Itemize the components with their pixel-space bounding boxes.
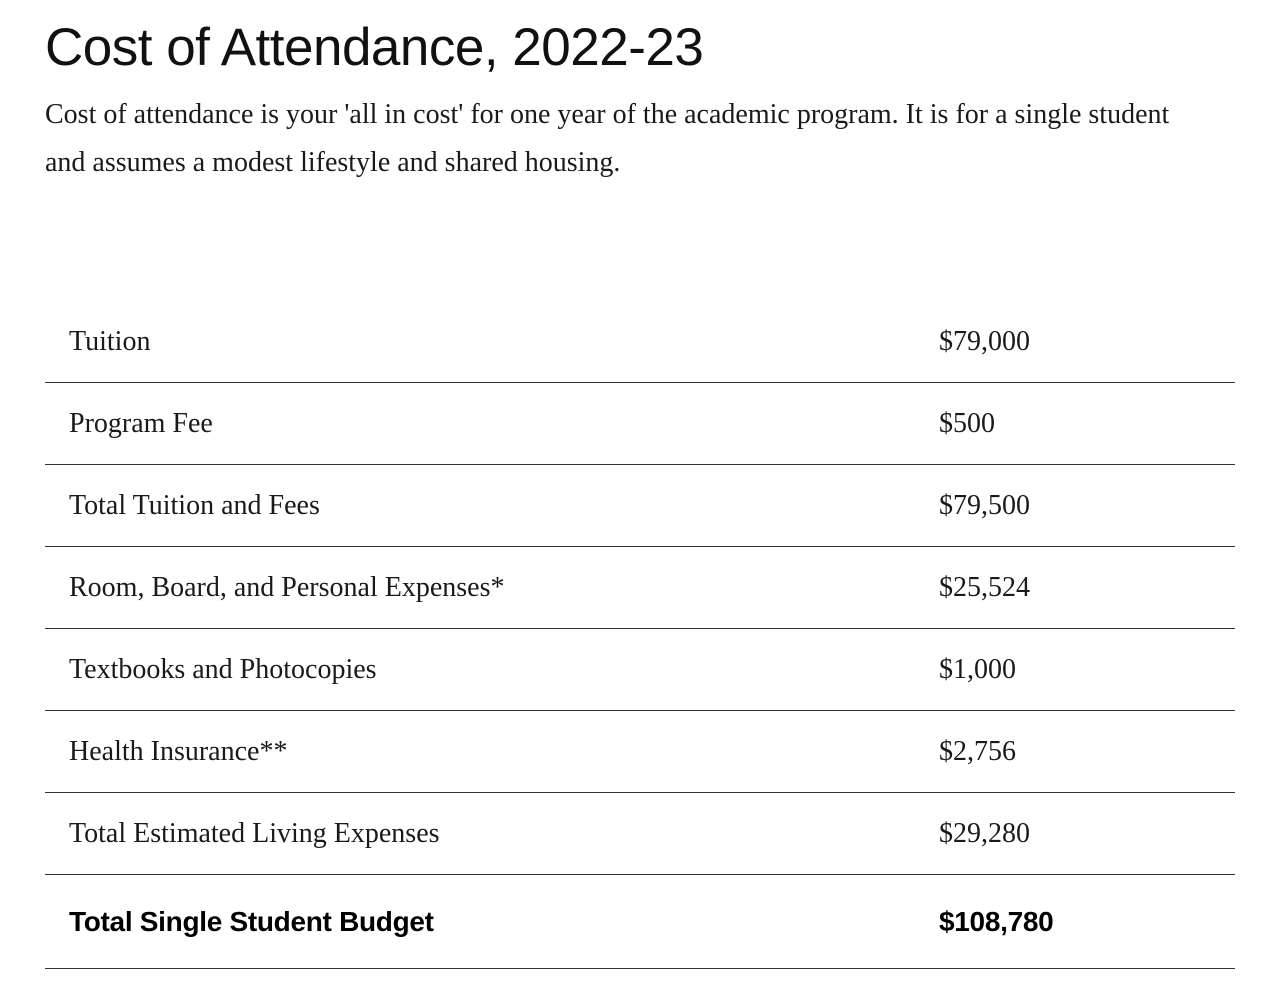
table-row [45,383,1235,465]
row-amount: $2,756 [939,735,1016,767]
table-row [45,711,1235,793]
table-row [45,301,1235,383]
row-amount: $500 [939,407,995,439]
table-row [45,793,1235,875]
table-row [45,629,1235,711]
row-label: Total Tuition and Fees [69,489,320,521]
row-amount: $25,524 [939,571,1030,603]
row-label: Textbooks and Photocopies [69,653,377,685]
cost-of-attendance-section [45,0,1235,937]
row-label: Room, Board, and Personal Expenses* [69,571,505,603]
row-amount: $79,000 [939,325,1030,357]
row-label: Tuition [69,325,151,357]
total-row [45,875,1235,969]
intro-paragraph: Cost of attendance is your 'all in cost' for one year of the academic program. It is for a single student and assumes a modest lifestyle and shared housing. [45,99,1170,178]
total-label: Total Single Student Budget [69,905,434,937]
row-amount: $29,280 [939,817,1030,849]
row-label: Program Fee [69,407,213,439]
row-amount: $1,000 [939,653,1016,685]
row-label: Total Estimated Living Expenses [69,817,440,849]
table-row [45,547,1235,629]
table-row [45,465,1235,547]
row-amount: $79,500 [939,489,1030,521]
total-amount: $108,780 [939,905,1054,937]
page-title: Cost of Attendance, 2022-23 [45,18,704,77]
row-label: Health Insurance** [69,735,288,767]
cost-table [45,301,1235,969]
